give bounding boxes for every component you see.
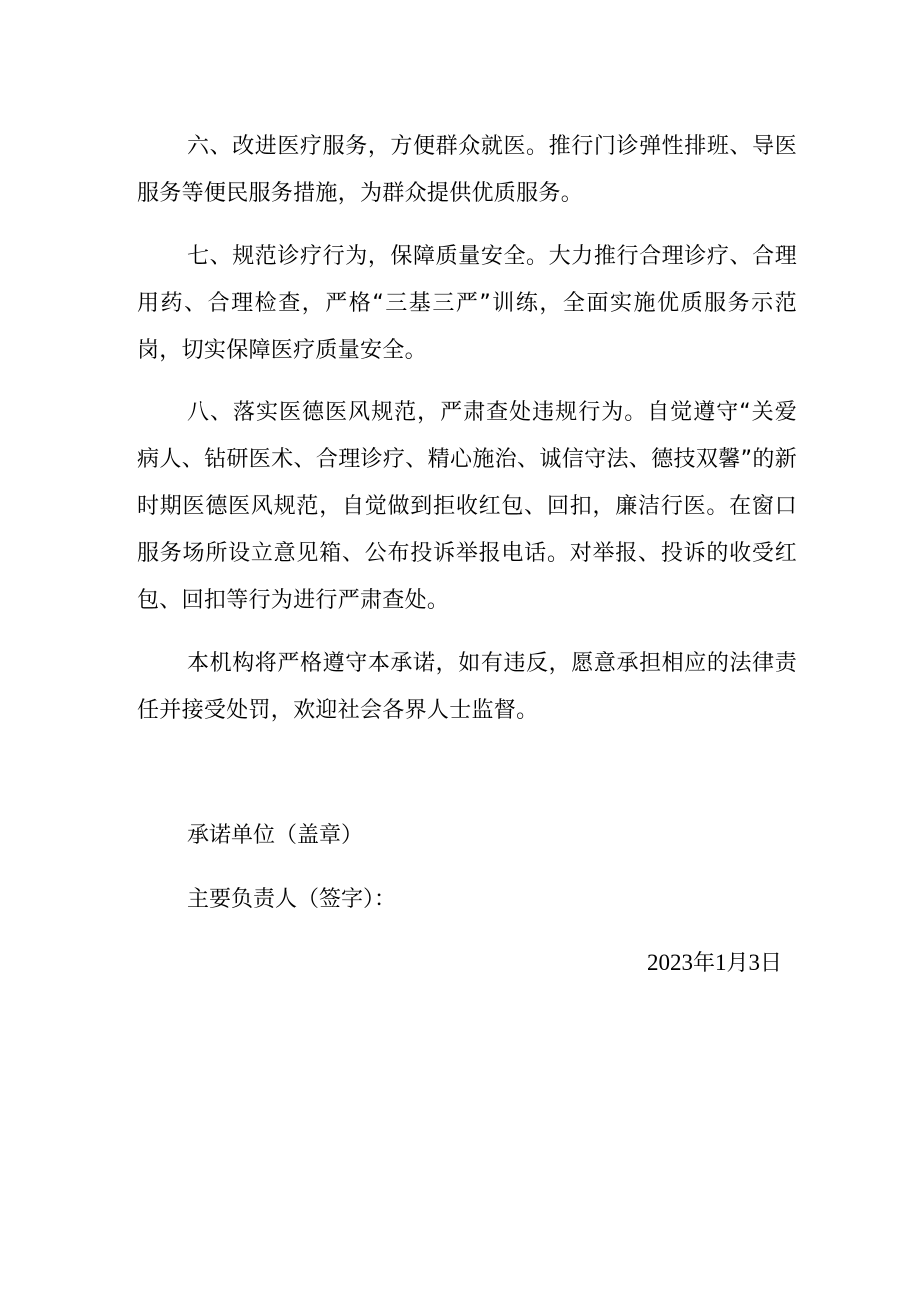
- paragraph-item-8: 八、落实医德医风规范，严肃查处违规行为。自觉遵守“关爱病人、钻研医术、合理诊疗、精心施治、诚信守法、德技双馨”的新时期医德医风规范，自觉做到拒收红包、回扣，廉洁行医。在窗口服务场所设立意见箱、公布投诉举报电话。对举报、投诉的收受红包、回扣等行为进行严肃查处。: [137, 400, 797, 613]
- date-day: 3: [748, 950, 760, 975]
- date-year: 2023: [646, 950, 693, 975]
- signature-person-label: 主要负责人（签字）：: [187, 887, 397, 912]
- date-month-unit: 月: [726, 951, 749, 976]
- paragraph-item-6: 六、改进医疗服务，方便群众就医。推行门诊弹性排班、导医服务等便民服务措施，为群众提供优质服务。: [137, 134, 797, 206]
- signature-unit-label: 承诺单位（盖章）: [187, 823, 364, 848]
- date-month: 1: [714, 950, 727, 975]
- date-day-unit: 日: [759, 951, 782, 976]
- document-date: [647, 939, 782, 987]
- date-year-unit: 年: [692, 951, 715, 976]
- paragraph-item-7: 七、规范诊疗行为，保障质量安全。大力推行合理诊疗、合理用药、合理检查，严格“三基三严”训练，全面实施优质服务示范岗，切实保障医疗质量安全。: [137, 244, 797, 363]
- closing-statement: 本机构将严格遵守本承诺，如有违反，愿意承担相应的法律责任并接受处罚，欢迎社会各界人士监督。: [137, 651, 797, 723]
